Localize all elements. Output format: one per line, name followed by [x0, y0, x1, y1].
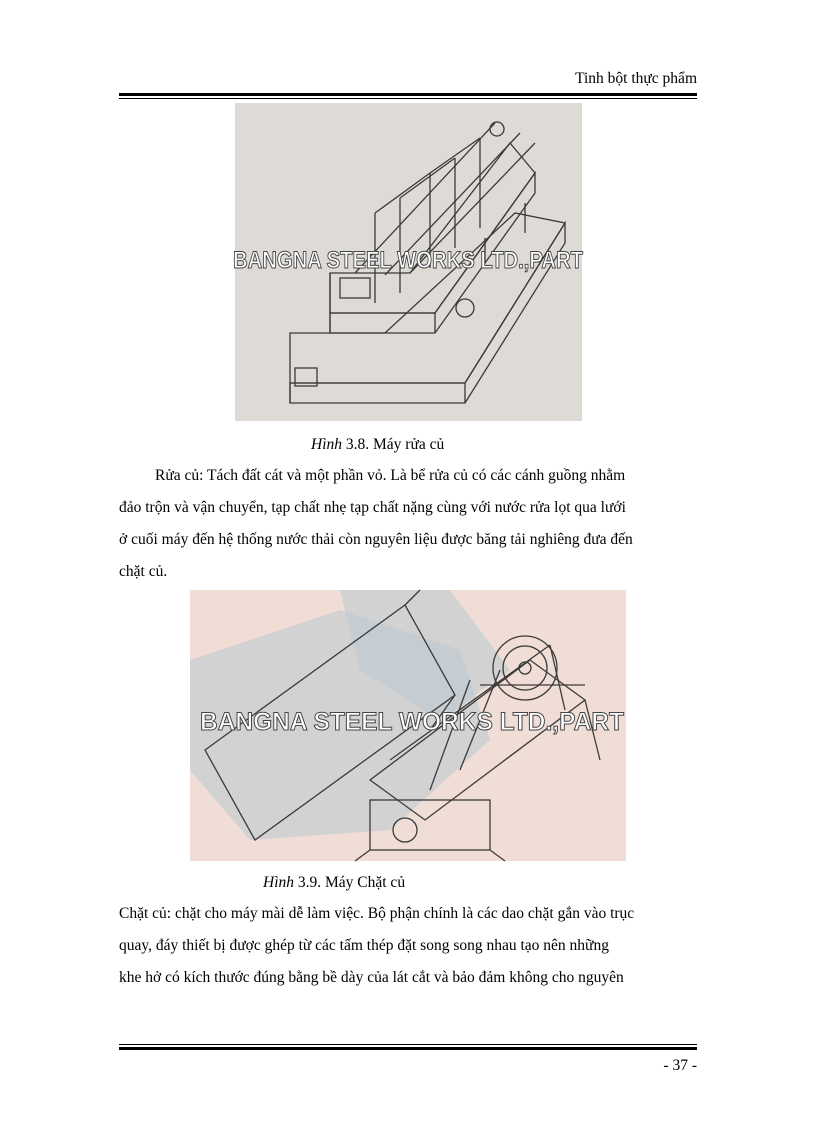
- text-line: chặt củ.: [119, 563, 168, 580]
- figure-chopping-machine: [190, 590, 626, 861]
- figure-caption: [263, 874, 405, 892]
- footer-rule: [119, 1044, 697, 1050]
- figure-caption: [311, 436, 444, 454]
- text-line: khe hở có kích thước đúng bằng bề dày của lát cắt và bảo đảm không cho nguyên: [119, 969, 624, 986]
- caption-prefix: Hình: [311, 436, 342, 453]
- text-line: đảo trộn và vận chuyển, tạp chất nhẹ tạp chất nặng cùng với nước rửa lọt qua lưới: [119, 499, 626, 516]
- text-line: Chặt củ: chặt cho máy mài dễ làm việc. Bộ phận chính là các dao chặt gắn vào trục: [119, 905, 635, 922]
- page-number: - 37 -: [663, 1057, 697, 1074]
- text-line: ở cuối máy đến hệ thống nước thải còn nguyên liệu được băng tải nghiêng đưa đến: [119, 531, 633, 548]
- figure-washing-machine: [235, 103, 582, 421]
- caption-prefix: Hình: [263, 874, 294, 891]
- text-line: Rửa củ: Tách đất cát và một phần vỏ. Là bể rửa củ có các cánh guồng nhằm: [155, 467, 626, 484]
- text-line: quay, đáy thiết bị được ghép từ các tấm thép đặt song song nhau tạo nên những: [119, 937, 609, 954]
- caption-text: 3.9. Máy Chặt củ: [294, 874, 406, 891]
- running-header: Tinh bột thực phẩm: [575, 70, 697, 87]
- paragraph-washing: [119, 460, 699, 588]
- paragraph-chopping: [119, 898, 699, 994]
- header-rule: [119, 93, 697, 99]
- figure-watermark: BANGNA STEEL WORKS LTD.,PART: [200, 708, 624, 736]
- figure-watermark: BANGNA STEEL WORKS LTD.,PART: [233, 247, 584, 274]
- washing-machine-drawing: [235, 103, 582, 421]
- chopping-machine-drawing: [190, 590, 626, 861]
- caption-text: 3.8. Máy rửa củ: [342, 436, 445, 453]
